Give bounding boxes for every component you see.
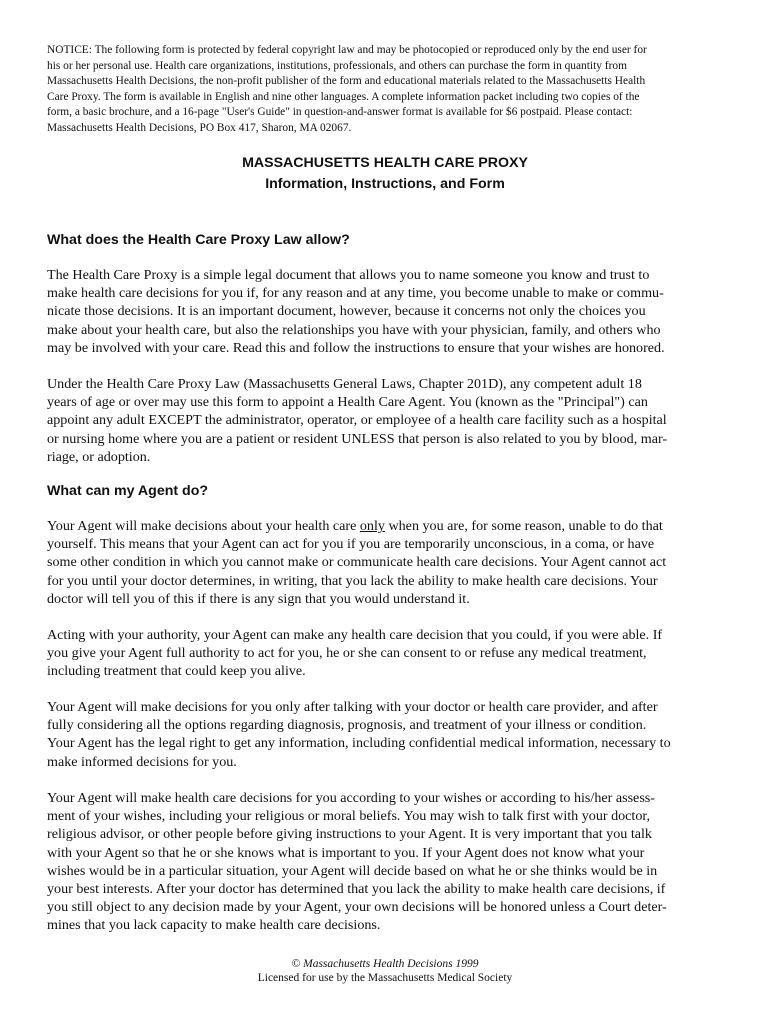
emphasis-only: only <box>359 518 385 534</box>
paragraph-line: may be involved with your care. Read this and follow the instructions to ensure that your wishes are honored. <box>47 339 665 356</box>
paragraph-agent-decisions <box>47 517 723 608</box>
paragraph-agent-wishes <box>47 789 723 935</box>
section-heading-agent-do: What can my Agent do? <box>47 483 209 499</box>
section-heading-law-allow: What does the Health Care Proxy Law allow? <box>47 232 350 248</box>
notice-line: Massachusetts Health Decisions, the non-profit publisher of the form and educational materials related to the Massachusetts Health <box>47 75 646 88</box>
paragraph-line: make about your health care, but also the relationships you have with your physician, family, and others who <box>47 321 661 338</box>
paragraph-line: appoint any adult EXCEPT the administrator, operator, or employee of a health care facility such as a hospital <box>47 412 667 429</box>
paragraph-line: ment of your wishes, including your religious or moral beliefs. You may wish to talk first with your doctor, <box>47 808 651 825</box>
paragraph-line: Your Agent will make decisions for you only after talking with your doctor or health care provider, and after <box>47 699 658 715</box>
paragraph-agent-consultation <box>47 698 723 771</box>
paragraph-line: including treatment that could keep you alive. <box>47 663 306 680</box>
paragraph-line: nicate those decisions. It is an important document, however, because it concerns not only the choices you <box>47 303 646 320</box>
paragraph-line <box>47 517 723 535</box>
page-footer <box>0 958 770 985</box>
paragraph-line: The Health Care Proxy is a simple legal document that allows you to name someone you know and trust to <box>47 267 650 283</box>
notice-line: his or her personal use. Health care organizations, institutions, professionals, and others can purchase the form in quantity from <box>47 59 627 72</box>
paragraph-line: Your Agent has the legal right to get any information, including confidential medical information, necessary to <box>47 735 671 752</box>
paragraph-line: religious advisor, or other people before giving instructions to your Agent. It is very important that you talk <box>47 826 652 843</box>
paragraph-line: years of age or over may use this form to appoint a Health Care Agent. You (known as the "Principal") can <box>47 394 648 411</box>
paragraph-line: yourself. This means that your Agent can act for you if you are temporarily unconscious, in a coma, or have <box>47 536 655 553</box>
paragraph-line: riage, or adoption. <box>47 448 151 465</box>
paragraph-agent-authority <box>47 626 723 681</box>
paragraph-line: Your Agent will make health care decisions for you according to your wishes or according to his/her assess- <box>47 790 655 806</box>
document-title-block <box>0 153 770 195</box>
notice-line: NOTICE: The following form is protected by federal copyright law and may be photocopied or reproduced only by the end user for <box>47 44 647 56</box>
paragraph-line: Under the Health Care Proxy Law (Massachusetts General Laws, Chapter 201D), any competent adult 18 <box>47 376 642 392</box>
document-title: MASSACHUSETTS HEALTH CARE PROXY <box>242 155 528 171</box>
paragraph-line: for you until your doctor determines, in writing, that you lack the ability to make health care decisions. Your <box>47 572 658 589</box>
paragraph-proxy-law <box>47 375 723 466</box>
paragraph-line: Acting with your authority, your Agent can make any health care decision that you could, if you were able. If <box>47 627 663 643</box>
document-subtitle: Information, Instructions, and Form <box>265 176 505 192</box>
notice-line: Massachusetts Health Decisions, PO Box 417, Sharon, MA 02067. <box>47 121 352 134</box>
paragraph-line: you give your Agent full authority to act for you, he or she can consent to or refuse any medical treatment, <box>47 645 647 662</box>
paragraph-line: you still object to any decision made by your Agent, your own decisions will be honored unless a Court deter- <box>47 899 667 916</box>
paragraph-line: wishes would be in a particular situation, your Agent will decide based on what he or she thinks would be in <box>47 862 658 879</box>
paragraph-proxy-intro <box>47 266 723 357</box>
paragraph-line: with your Agent so that he or she knows what is important to you. If your Agent does not know what your <box>47 844 645 861</box>
paragraph-line: doctor will tell you of this if there is any sign that you would understand it. <box>47 590 470 607</box>
text-segment: when you are, for some reason, unable to do that <box>384 518 663 534</box>
paragraph-line: make informed decisions for you. <box>47 753 237 770</box>
copyright-notice <box>47 43 725 137</box>
paragraph-line: some other condition in which you cannot make or communicate health care decisions. Your Agent cannot act <box>47 554 667 571</box>
paragraph-line: mines that you lack capacity to make health care decisions. <box>47 917 381 934</box>
paragraph-line: fully considering all the options regarding diagnosis, prognosis, and treatment of your illness or condition. <box>47 717 647 734</box>
footer-copyright: © Massachusetts Health Decisions 1999 <box>291 958 479 970</box>
notice-line: form, a basic brochure, and a 16-page "User's Guide" in question-and-answer format is available for $6 postpaid. Please contact: <box>47 106 633 119</box>
text-segment: Your Agent will make decisions about your health care <box>47 518 360 534</box>
paragraph-line: make health care decisions for you if, for any reason and at any time, you become unable to make or commu- <box>47 285 664 302</box>
footer-license: Licensed for use by the Massachusetts Medical Society <box>257 971 513 984</box>
paragraph-line: or nursing home where you are a patient or resident UNLESS that person is also related to you by blood, mar- <box>47 430 668 447</box>
paragraph-line: your best interests. After your doctor has determined that you lack the ability to make health care decisions, if <box>47 881 666 898</box>
notice-line: Care Proxy. The form is available in English and nine other languages. A complete information packet including two copies of the <box>47 90 640 103</box>
